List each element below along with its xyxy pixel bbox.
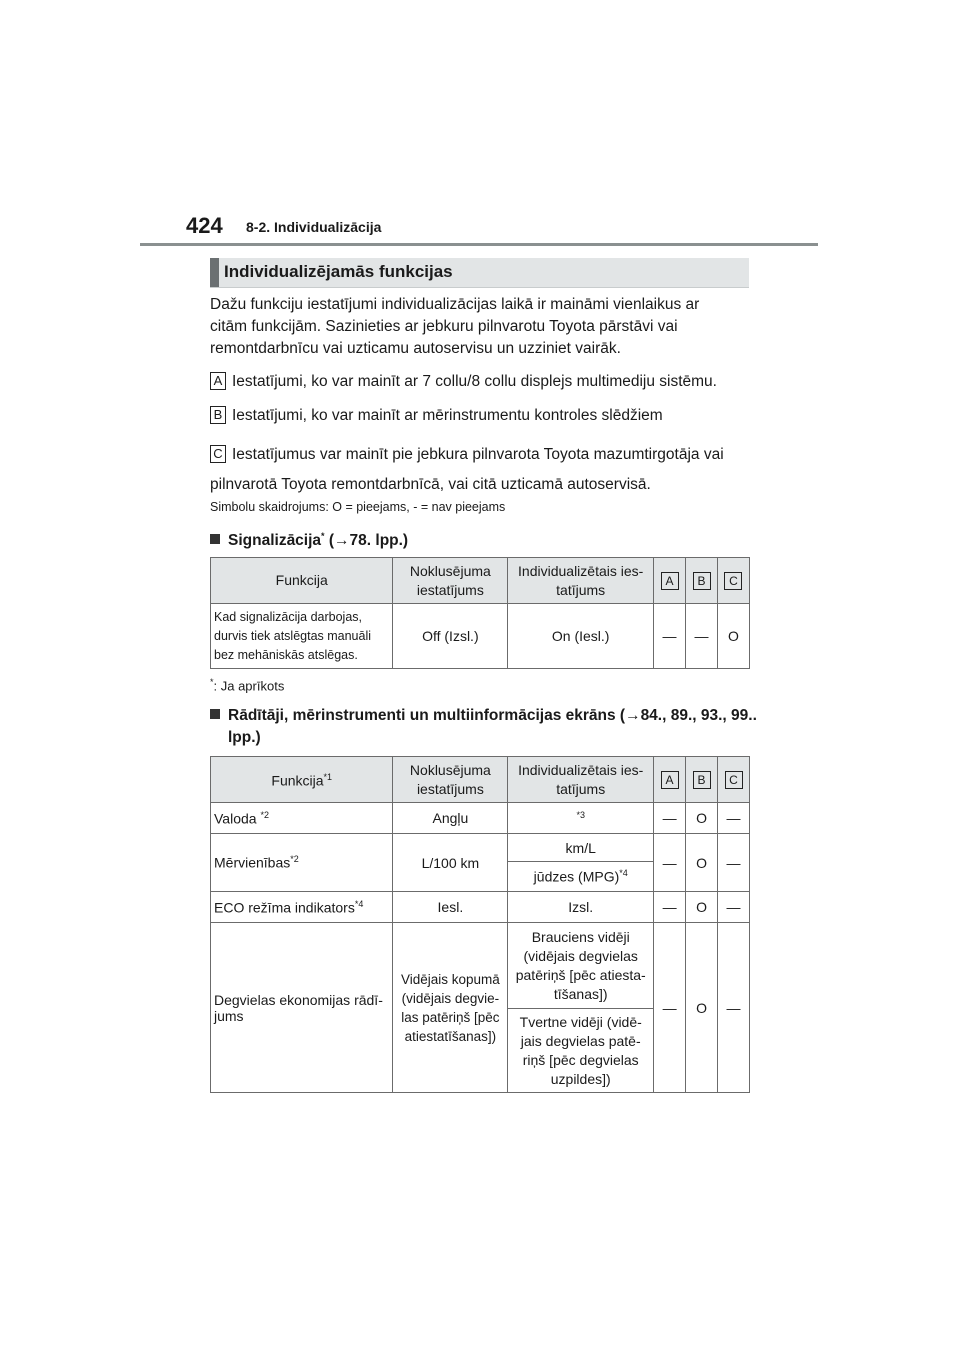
cell-a: — — [654, 923, 686, 1093]
col-b — [686, 757, 718, 803]
merv-custom2: jūdzes (MPG) — [533, 868, 620, 885]
section1-ref: (→78. lpp.) — [324, 532, 409, 550]
badge-c-icon: C — [210, 445, 226, 463]
col-c — [717, 558, 749, 604]
legend-c-text: Iestatījumus var mainīt pie jebkura pilnvarota Toyota mazumtirgotāja vai pilnvarotā Toyota remontdarbnīcā, vai citā uzticamā autoservisā. — [210, 446, 724, 493]
eco-sup: *4 — [354, 898, 364, 909]
legend-b — [210, 405, 755, 427]
section2-heading — [210, 705, 773, 749]
col-funkcija-label: Funkcija — [271, 772, 324, 789]
cell-c: — — [718, 803, 750, 834]
cell-c: — — [718, 923, 750, 1093]
cell-a: — — [654, 803, 686, 834]
merv-sup: *2 — [290, 854, 299, 865]
table-row — [211, 604, 750, 669]
badge-b-icon: B — [210, 406, 226, 424]
footnote-sup: * — [210, 677, 214, 687]
legend-c — [210, 440, 755, 500]
cell-default: Iesl. — [393, 892, 508, 923]
table-row — [211, 923, 750, 1009]
cell-c: O — [717, 604, 749, 669]
page-number: 424 — [186, 213, 223, 238]
legend-a-text: Iestatījumi, ko var mainīt ar 7 collu/8 collu displejs multimediju sistēmu. — [232, 373, 717, 390]
cell-custom: Izsl. — [508, 892, 654, 923]
cell-custom: Tvertne vidēji (vidē-jais degvielas patē-riņš [pēc degvielas uzpildes]) — [508, 1009, 654, 1093]
merv-label: Mērvienības — [214, 854, 291, 871]
col-default: Noklusējuma iestatījums — [393, 757, 508, 803]
col-funkcija: Funkcija — [211, 558, 393, 604]
cell-func: Degvielas ekonomijas rādī-jums — [211, 923, 393, 1093]
header-badge-a: A — [661, 572, 679, 590]
cell-func: Kad signalizācija darbojas, durvis tiek atslēgtas manuāli bez mehāniskās atslēgas. — [211, 604, 393, 669]
col-custom: Individualizētais ies-tatījums — [508, 757, 654, 803]
valoda-sup: *2 — [260, 809, 269, 820]
table-row — [211, 834, 750, 862]
table-row — [211, 892, 750, 923]
cell-b: O — [686, 892, 718, 923]
cell-func — [211, 834, 393, 892]
merv-custom2-sup: *4 — [619, 868, 628, 879]
col-a — [654, 558, 686, 604]
header-divider — [140, 243, 818, 246]
header-badge-c: C — [725, 771, 743, 789]
section1-title: Signalizācija — [228, 532, 322, 550]
cell-b: O — [686, 803, 718, 834]
table-raditaji — [210, 756, 750, 1093]
square-bullet-icon — [210, 709, 220, 719]
section1-sup: * — [321, 531, 325, 541]
header-badge-b: B — [693, 572, 711, 590]
eco-label: ECO režīma indikators — [214, 899, 355, 916]
section-banner — [210, 258, 749, 288]
section2-title: Rādītāji, mērinstrumenti un multiinformācijas ekrāns (→84., 89., 93., 99.. lpp.) — [228, 707, 757, 746]
symbols-note: Simbolu skaidrojums: O = pieejams, - = nav pieejams — [210, 500, 506, 514]
legend-a — [210, 371, 755, 393]
cell-c: — — [718, 892, 750, 923]
header-badge-c: C — [724, 572, 742, 590]
banner-accent — [210, 258, 219, 287]
col-custom: Individualizētais ies-tatījums — [508, 558, 654, 604]
cell-c: — — [718, 834, 750, 892]
cell-a: — — [654, 834, 686, 892]
cell-default: Off (Izsl.) — [393, 604, 508, 669]
section-title: 8-2. Individualizācija — [246, 219, 382, 235]
cell-custom — [508, 803, 654, 834]
col-default: Noklusējuma iestatījums — [393, 558, 508, 604]
badge-a-icon: A — [210, 372, 226, 390]
cell-default: Angļu — [393, 803, 508, 834]
cell-custom: km/L — [508, 834, 654, 862]
table-row — [211, 803, 750, 834]
cell-a: — — [654, 604, 686, 669]
col-c — [718, 757, 750, 803]
table-signalizacija — [210, 557, 750, 669]
legend-b-text: Iestatījumi, ko var mainīt ar mērinstrumentu kontroles slēdžiem — [232, 407, 663, 424]
cell-custom: On (Iesl.) — [508, 604, 654, 669]
cell-custom: Brauciens vidēji (vidējais degvielas patēriņš [pēc atiesta-tīšanas]) — [508, 923, 654, 1009]
col-funkcija — [211, 757, 393, 803]
header-badge-a: A — [661, 771, 679, 789]
footnote-text: : Ja aprīkots — [213, 678, 285, 694]
square-bullet-icon — [210, 534, 220, 544]
cell-b: — — [686, 604, 718, 669]
banner-title: Individualizējamās funkcijas — [224, 262, 453, 281]
footnote — [210, 677, 284, 693]
header-badge-b: B — [693, 771, 711, 789]
cell-a: — — [654, 892, 686, 923]
col-a — [654, 757, 686, 803]
cell-custom — [508, 862, 654, 892]
cell-b: O — [686, 923, 718, 1093]
section1-heading — [210, 525, 408, 552]
cell-default: L/100 km — [393, 834, 508, 892]
cell-b: O — [686, 834, 718, 892]
col-b — [686, 558, 718, 604]
valoda-custom-sup: *3 — [576, 809, 585, 820]
cell-func — [211, 803, 393, 834]
valoda-label: Valoda — [214, 810, 261, 827]
cell-func — [211, 892, 393, 923]
intro-paragraph: Dažu funkciju iestatījumi individualizācijas laikā ir maināmi vienlaikus ar citām funkcijām. Sazinieties ar jebkuru pilnvarotu Toyota pārstāvi vai remontdarbnīcu vai uzticamu autoservisu un uzziniet vairāk. — [210, 296, 700, 357]
col-funkcija-sup: *1 — [323, 772, 333, 783]
cell-default: Vidējais kopumā (vidējais degvie-las patēriņš [pēc atiestatīšanas]) — [393, 923, 508, 1093]
